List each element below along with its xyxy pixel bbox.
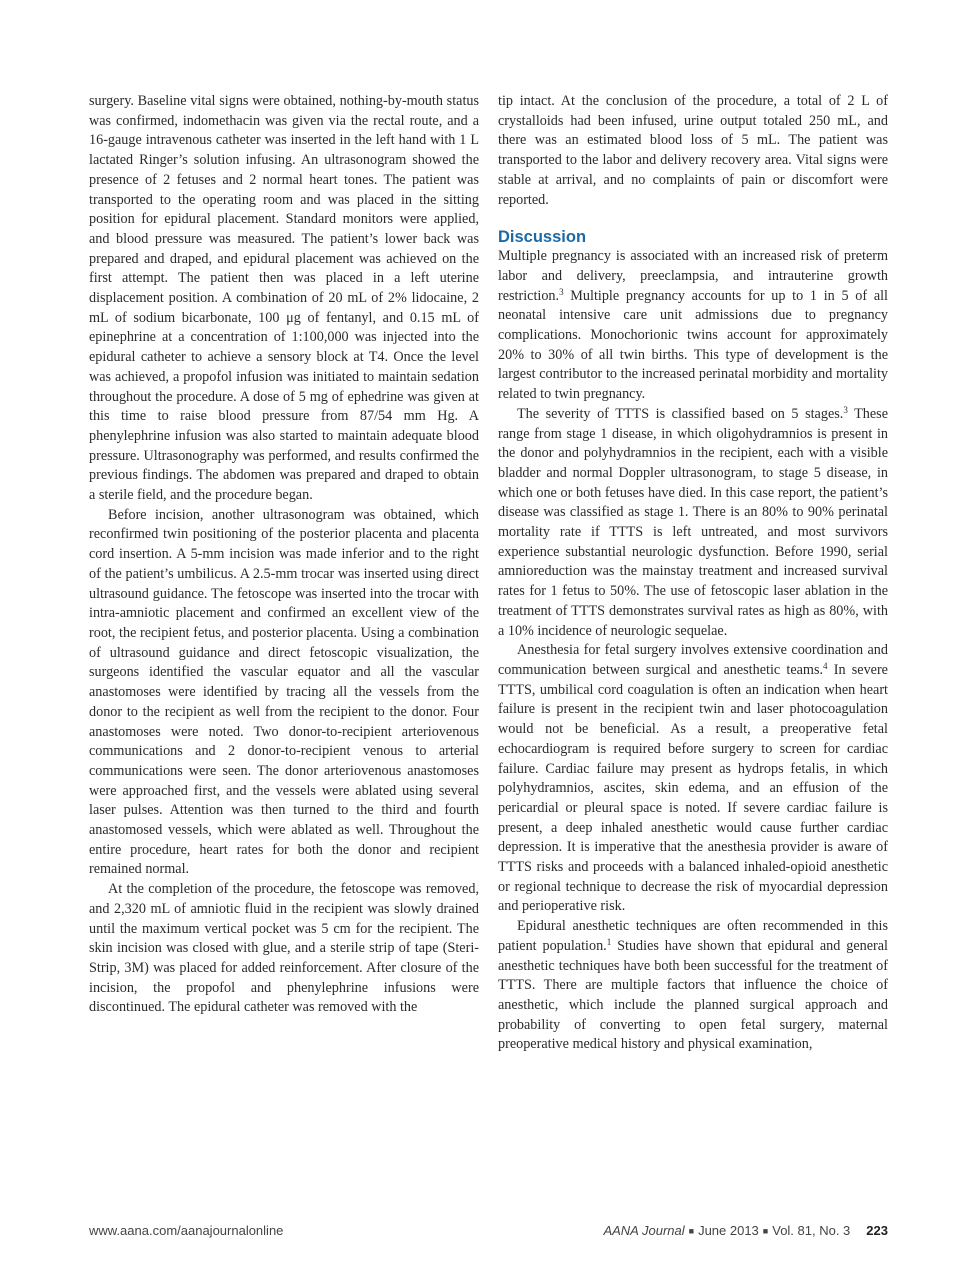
citation-ref: 3: [843, 404, 848, 415]
issue-date: June 2013: [698, 1223, 759, 1238]
journal-name: AANA Journal: [603, 1223, 685, 1238]
separator-icon: ■: [688, 1226, 695, 1236]
paragraph-completion: At the completion of the procedure, the fetoscope was removed, and 2,320 mL of amniotic fluid in the recipient was slowly drained until the maximum vertical pocket was 5 cm for the recipient. The skin incision was closed with glue, and a sterile strip of tape (Steri-Strip, 3M) was placed for added reinforcement. After closure of the incision, the propofol and phenylephrine infusions were discontinued. The epidural catheter was removed with the: [89, 881, 479, 1016]
right-column: [498, 92, 888, 1055]
text-segment: Anesthesia for fetal surgery involves extensive coordination and communication between surgical and anesthetic teams.: [498, 642, 888, 678]
text-segment: Epidural anesthetic techniques are often recommended in this patient population.: [498, 918, 888, 954]
text-segment: The severity of TTTS is classified based on 5 stages.: [517, 405, 844, 422]
text-segment: Multiple pregnancy is associated with an increased risk of preterm labor and delivery, preeclampsia, and intrauterine growth restriction.: [498, 248, 888, 304]
text-segment: Studies have shown that epidural and general anesthetic techniques have both been successful for the treatment of TTTS. There are multiple factors that influence the choice of anesthetic, which include the planned surgical approach and probability of converting to open fetal surgery, maternal preoperative medical history and physical examination,: [498, 937, 888, 1053]
page-footer: [89, 1223, 888, 1243]
page-number: 223: [866, 1223, 888, 1238]
paragraph-incision: Before incision, another ultrasonogram was obtained, which reconfirmed twin positioning of the posterior placenta and placenta cord insertion. A 5-mm incision was made inferior and to the right of the patient’s umbilicus. A 2.5-mm trocar was inserted using direct ultrasound guidance. The fetoscope was inserted into the trocar with intra-amniotic placement and confirmed an excellent view of the root, the recipient fetus, and posterior placenta. Using a combination of ultrasound guidance and direct fetoscopic visualization, the surgeons identified the vascular equator and all the vascular anastomoses were identified by tracing all the vessels from the donor to the recipient as well from the recipient to the donor. Four anastomoses were noted. Two donor-to-recipient arteriovenous communications and 2 donor-to-recipient venous to arterial communications were seen. The donor arteriovenous anastomoses were approached first, and the vessels were ablated using several laser pulses. Attention was then turned to the third and fourth anastomosed vessels, which were ablated as well. Throughout the entire procedure, heart rates for both the donor and recipient remained normal.: [89, 506, 479, 878]
text-segment: These range from stage 1 disease, in which oligohydramnios is present in the donor and polyhydramnios in the recipient, each with a visible bladder and normal Doppler ultrasonogram, to stage 5 disease, in which one or both fetuses have died. In this case report, the patient’s disease was classified as stage 1. There is an 80% to 90% perinatal mortality rate if TTTS is left untreated, and most survivors experience substantial neurologic dysfunction. Before 1990, serial amnioreduction was the mainstay treatment and increased survival rates for 1 fetus to 50%. The use of fetoscopic laser ablation in the treatment of TTTS demonstrates survival rates as high as 80%, with a 10% incidence of neurologic sequelae.: [498, 405, 888, 639]
paragraph-epidural: [498, 917, 888, 1055]
volume-issue: Vol. 81, No. 3: [772, 1223, 851, 1238]
footer-citation: [603, 1223, 888, 1238]
footer-url-link[interactable]: www.aana.com/aanajournalonline: [89, 1223, 284, 1238]
section-heading-discussion: Discussion: [498, 228, 587, 247]
citation-ref: 1: [606, 936, 612, 947]
paragraph-case-prep: surgery. Baseline vital signs were obtained, nothing-by-mouth status was confirmed, indomethacin was given via the rectal route, and a 16-gauge intravenous catheter was inserted in the left hand with 1 L lactated Ringer’s solution infusing. An ultrasonogram showed the presence of 2 fetuses and 2 normal heart tones. The patient was transported to the operating room and was placed in the sitting position for epidural placement. Standard monitors were applied, and blood pressure was measured. The patient’s lower back was prepared and draped, and epidural placement was achieved on the first attempt. The patient then was placed in a left uterine displacement position. A combination of 20 mL of 2% lidocaine, 2 mL of sodium bicarbonate, 100 μg of fentanyl, and 0.15 mL of epinephrine at a concentration of 1:100,000 was injected into the epidural catheter to achieve a sensory block at T4. Once the level was achieved, a propofol infusion was initiated to maintain sedation throughout the procedure. A dose of 5 mg of ephedrine was given at this time to raise blood pressure from 87/54 mm Hg. A phenylephrine infusion was also started to maintain adequate blood pressure. Ultrasonography was performed, and results confirmed the previous findings. The abdomen was prepared and draped to obtain a sterile field, and the procedure began.: [89, 93, 479, 504]
left-column: [89, 92, 479, 1018]
citation-ref: 4: [823, 660, 828, 671]
paragraph-anesthesia: [498, 641, 888, 917]
text-segment: In severe TTTS, umbilical cord coagulation is often an indication when heart failure is present in the recipient twin and laser photocoagulation would not be beneficial. As a result, a preoperative fetal echocardiogram is required before surgery to screen for cardiac failure. Cardiac failure may present as hydrops fetalis, in which polyhydramnios, ascites, skin edema, and an effusion of the pericardial or pleural space is noted. If severe cardiac failure is present, a deep inhaled anesthetic would cause further cardiac depression. It is imperative that the anesthesia provider is aware of TTTS risks and proceeds with a balanced inhaled-opioid anesthetic or regional technique to decrease the risk of myocardial depression and perioperative risk.: [498, 661, 888, 915]
paragraph-ttts-severity: [498, 405, 888, 641]
paragraph-conclusion: tip intact. At the conclusion of the procedure, a total of 2 L of crystalloids had been infused, urine output totaled 250 mL, and there was an estimated blood loss of 5 mL. The patient was transported to the labor and delivery recovery area. Vital signs were stable at arrival, and no complaints of pain or discomfort were reported.: [498, 93, 888, 208]
separator-icon: ■: [762, 1226, 769, 1236]
text-segment: Multiple pregnancy accounts for up to 1 in 5 of all neonatal intensive care unit admissions due to pregnancy complications. Monochorionic twins account for approximately 20% to 30% of all twin births. This type of development is the largest contributor to the increased perinatal morbidity and mortality related to twin pregnancy.: [498, 287, 888, 403]
citation-ref: 3: [559, 286, 564, 297]
paragraph-multiple-pregnancy: [498, 247, 888, 405]
